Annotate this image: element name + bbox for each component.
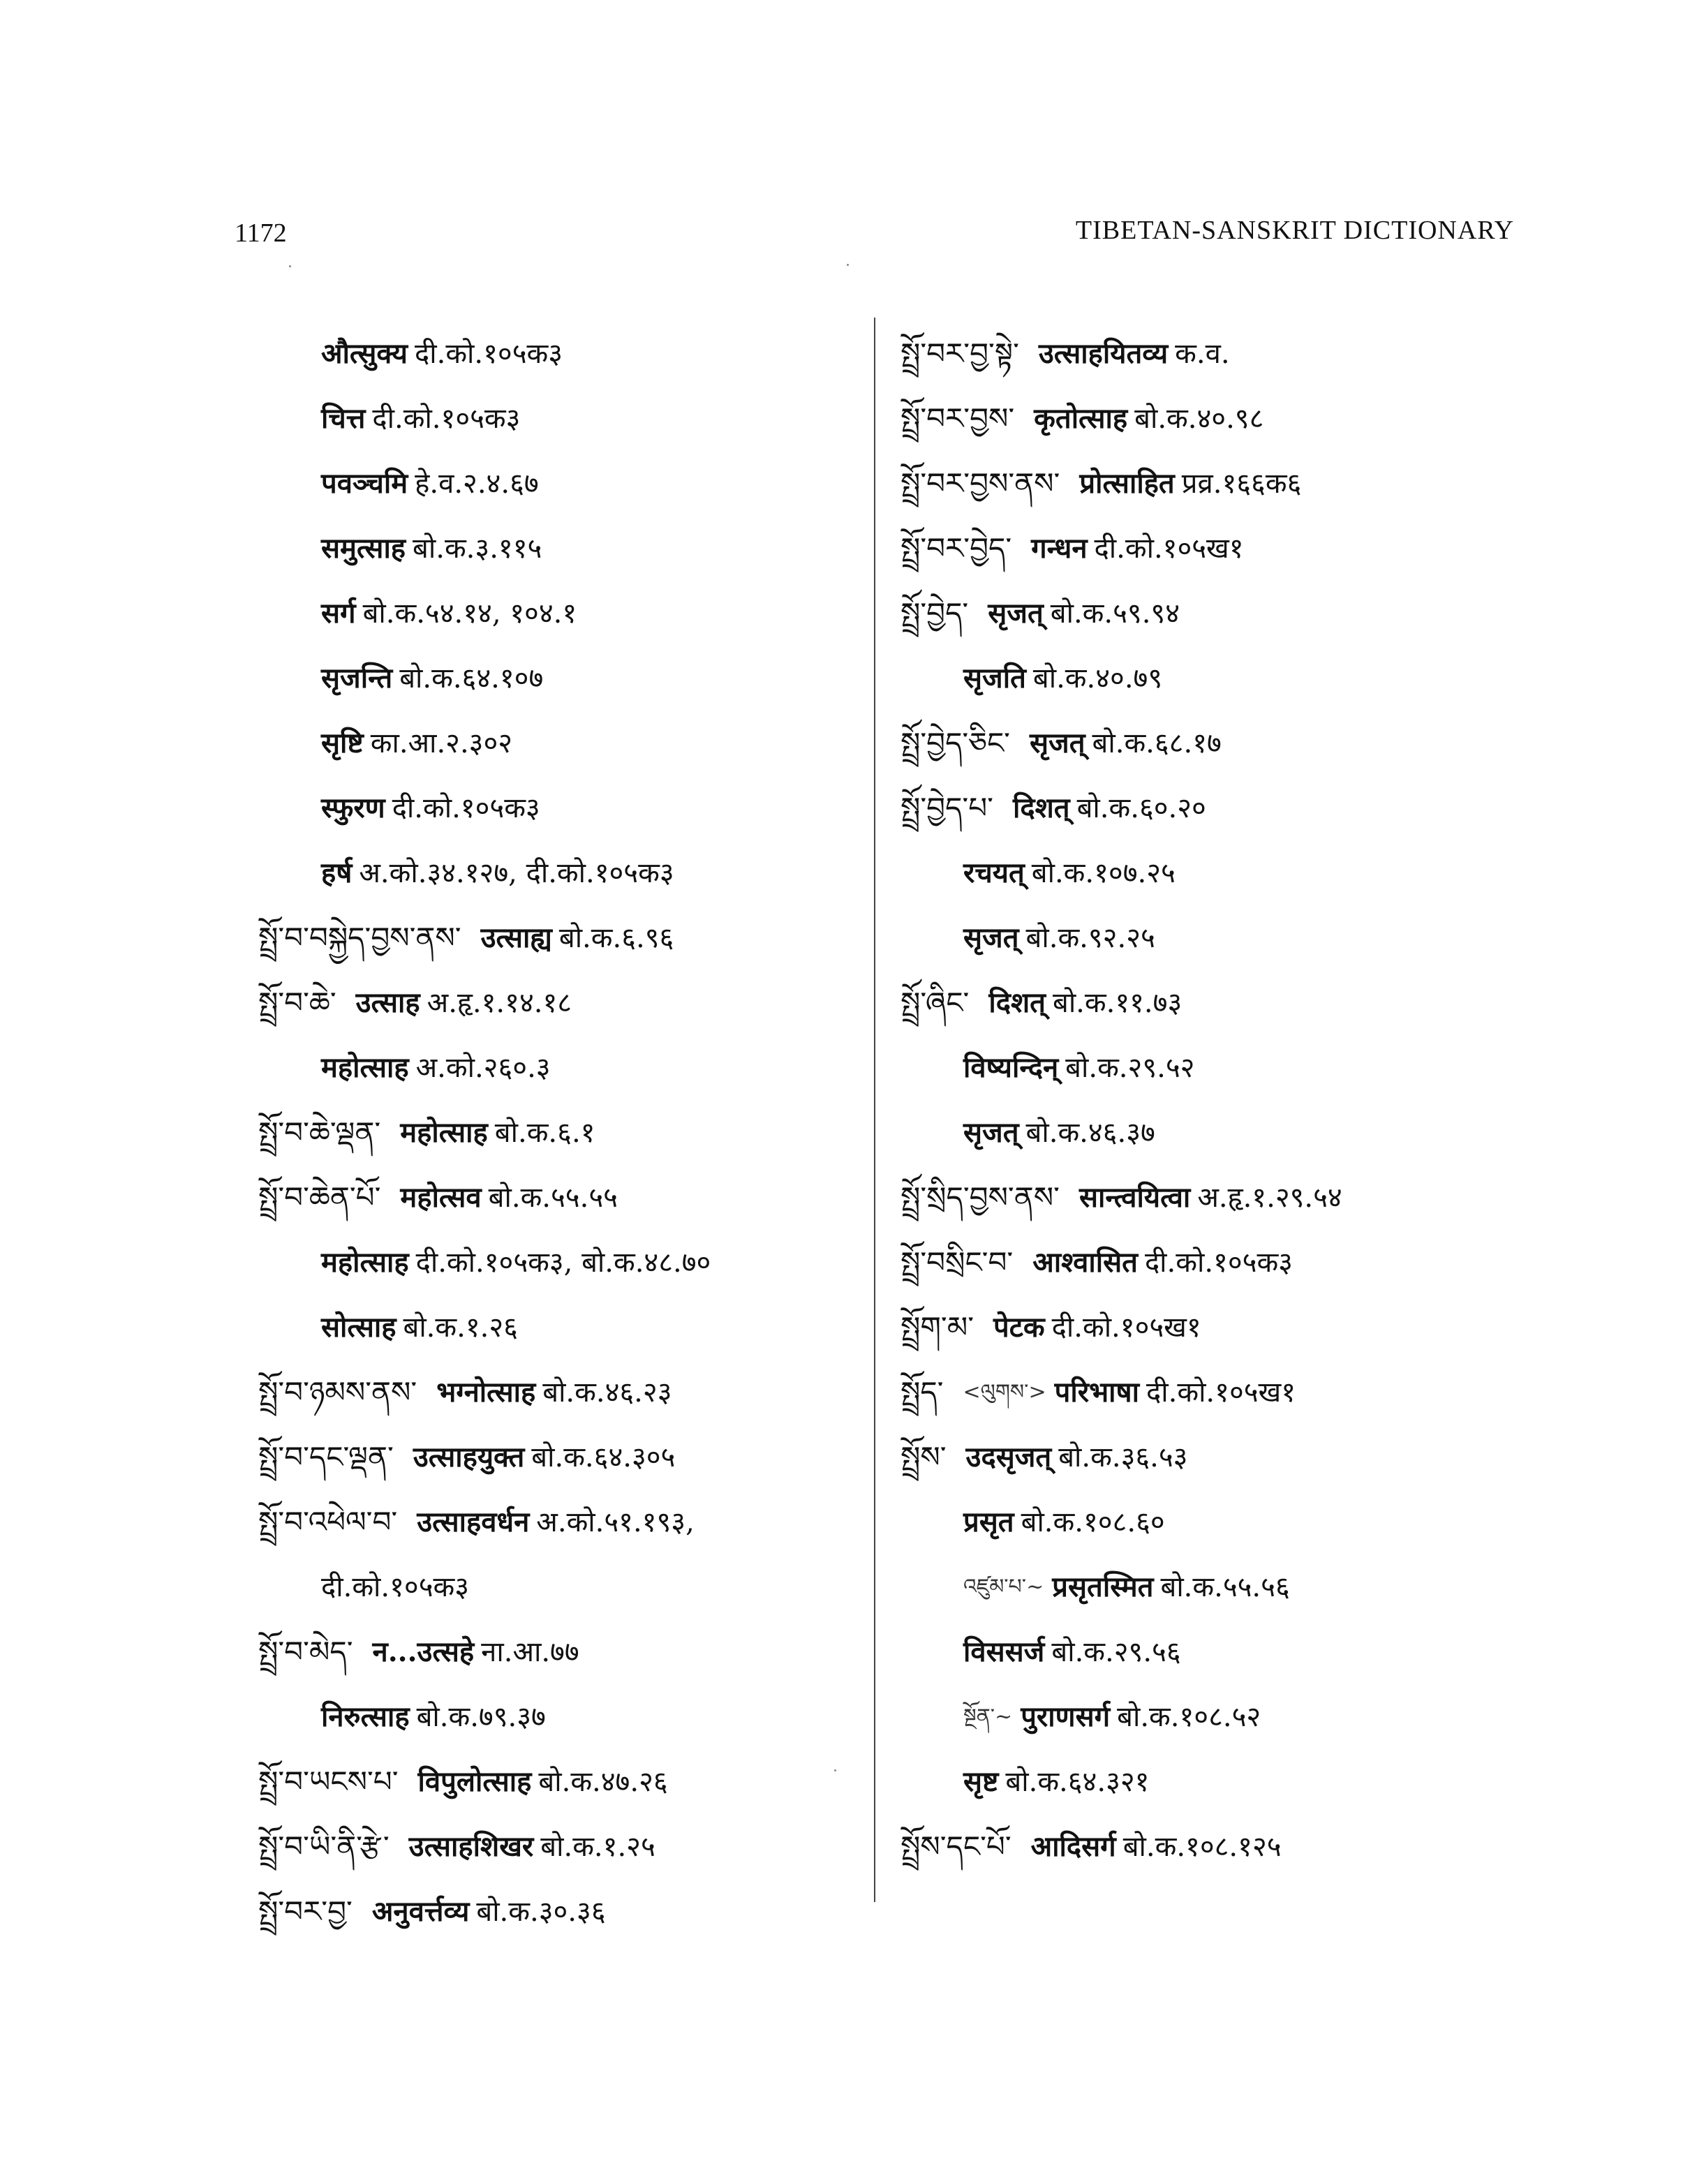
dictionary-entry — [900, 711, 1529, 775]
tibetan-headword: སྤྲོ་བར་བྱ་སྟེ་ — [900, 336, 1019, 371]
tibetan-headword: སྤྲོ་བར་བྱས་ — [900, 401, 1015, 436]
sanskrit-equivalent: रचयत् — [963, 856, 1025, 889]
tibetan-headword: སྤྲོ་བྱེད་ཅིང་ — [900, 725, 1010, 760]
entry-prefix: <ལུགས་> — [963, 1379, 1046, 1404]
dictionary-entry — [900, 1295, 1529, 1360]
source-reference: बो.क.४०.९८ — [1134, 402, 1264, 435]
sub-entry — [258, 775, 852, 840]
sanskrit-equivalent: सान्त्वयित्वा — [1079, 1180, 1191, 1214]
sub-entry — [258, 386, 852, 451]
sanskrit-equivalent: परिभाषा — [1054, 1375, 1140, 1409]
source-reference: दी.को.१०५क३, बो.क.४८.७० — [415, 1246, 711, 1279]
dictionary-entry — [900, 1360, 1529, 1425]
tibetan-headword: སྤྲོ་བྱེད་པ་ — [900, 790, 993, 825]
sanskrit-equivalent: उदसृजत् — [965, 1440, 1052, 1473]
dictionary-entry — [900, 386, 1529, 451]
dictionary-entry — [900, 1230, 1529, 1295]
source-reference: दी.को.१०५ख१ — [1051, 1311, 1201, 1344]
tibetan-headword: སྤྲོ་བ་ཆེན་པོ་ — [258, 1180, 381, 1214]
tibetan-headword: སྤྲོ་བར་བྱེད་ — [900, 530, 1012, 565]
dictionary-entry — [258, 1814, 852, 1879]
source-reference: दी.को.१०५क३ — [415, 337, 563, 370]
source-reference: बो.क.३०.३६ — [476, 1895, 606, 1928]
source-reference: बो.क.२९.५६ — [1051, 1635, 1181, 1668]
dictionary-entry — [258, 905, 852, 970]
entry-prefix: འཛུམ་པ་~ — [963, 1574, 1044, 1599]
sub-entry — [258, 646, 852, 711]
sanskrit-equivalent: आदिसर्ग — [1030, 1829, 1116, 1863]
source-reference: अ.हृ.१.२९.५४ — [1197, 1181, 1342, 1214]
scan-speck — [834, 1769, 836, 1771]
dictionary-entry — [258, 1749, 852, 1814]
source-reference: हे.व.२.४.६७ — [415, 467, 539, 500]
sanskrit-equivalent: कृतोत्साह — [1034, 401, 1128, 435]
sanskrit-equivalent: भग्नोत्साह — [436, 1375, 536, 1409]
tibetan-headword: སྤྲོ་བར་བྱ་ — [258, 1894, 353, 1929]
sanskrit-equivalent: विष्यन्दिन् — [963, 1050, 1059, 1084]
dictionary-entry — [258, 1100, 852, 1165]
source-reference: बो.क.१.२५ — [540, 1830, 655, 1863]
sub-entry — [900, 840, 1529, 905]
source-reference: बो.क.४६.२३ — [542, 1376, 672, 1409]
tibetan-headword: སྤྲོ་བྱེད་ — [900, 595, 969, 630]
source-reference: बो.क.१०७.२५ — [1031, 856, 1176, 889]
sanskrit-equivalent: सोत्साह — [321, 1310, 396, 1344]
source-reference: बो.क.५५.५६ — [1160, 1570, 1290, 1603]
sanskrit-equivalent: सृष्ट — [963, 1765, 999, 1798]
source-reference: बो.क.२९.५२ — [1065, 1051, 1195, 1084]
tibetan-headword: སྤྲོ་བསྲིང་བ་ — [900, 1245, 1014, 1279]
sub-entry — [900, 1749, 1529, 1814]
source-reference: बो.क.७९.३७ — [416, 1700, 546, 1733]
sanskrit-equivalent: प्रसृत — [963, 1505, 1014, 1538]
sub-entry — [258, 1554, 852, 1619]
dictionary-entry — [258, 1879, 852, 1944]
tibetan-headword: སྤྲོ་བར་བྱས་ནས་ — [900, 466, 1060, 500]
source-reference: प्रव्र.१६६क६ — [1181, 467, 1302, 500]
sub-entry — [900, 1100, 1529, 1165]
sanskrit-equivalent: उत्साहयितव्य — [1038, 336, 1169, 370]
source-reference: दी.को.१०५क३ — [1144, 1246, 1293, 1279]
source-reference: बो.क.६४.१०७ — [399, 662, 544, 694]
source-reference: बो.क.४७.२६ — [538, 1765, 668, 1798]
sanskrit-equivalent: महोत्साह — [321, 1050, 409, 1084]
sanskrit-equivalent: निरुत्साह — [321, 1700, 410, 1733]
sanskrit-equivalent: प्रोत्साहित — [1079, 466, 1175, 500]
tibetan-headword: སྤྲོ་བ་ཡི་ནི་རྩེ་ — [258, 1829, 390, 1864]
sanskrit-equivalent: औत्सुक्य — [321, 336, 408, 370]
sanskrit-equivalent: गन्धन — [1031, 531, 1088, 565]
sub-entry — [258, 1230, 852, 1295]
sanskrit-equivalent: महोत्साह — [321, 1245, 409, 1279]
sub-entry — [900, 1554, 1529, 1619]
tibetan-headword: སྤྲོ་བ་དང་ལྡན་ — [258, 1439, 394, 1474]
tibetan-headword: སྤྲོ་བ་ཆེ་ལྡན་ — [258, 1115, 381, 1150]
source-reference: दी.को.१०५ख१ — [1146, 1376, 1296, 1409]
source-reference: दी.को.१०५क३ — [392, 792, 540, 824]
source-reference: बो.क.६४.३२१ — [1005, 1765, 1150, 1798]
source-reference: बो.क.६४.३०५ — [531, 1441, 676, 1473]
source-reference: ना.आ.७७ — [481, 1635, 579, 1668]
sub-entry — [900, 905, 1529, 970]
sanskrit-equivalent: उत्साहवर्धन — [417, 1505, 530, 1538]
source-reference: अ.को.३४.१२७, दी.को.१०५क३ — [359, 856, 674, 889]
sanskrit-equivalent: अनुवर्त्तव्य — [371, 1894, 470, 1928]
source-reference: क.व. — [1175, 337, 1230, 370]
source-reference: बो.क.३.११५ — [413, 532, 542, 565]
sanskrit-equivalent: चित्त — [321, 401, 366, 435]
sub-entry — [900, 1490, 1529, 1554]
source-reference: बो.क.५९.९४ — [1050, 597, 1180, 630]
tibetan-headword: སྤྲོ་སྲིད་བྱས་ནས་ — [900, 1180, 1060, 1214]
sub-entry — [258, 581, 852, 646]
column-divider — [874, 318, 875, 1902]
dictionary-entry — [258, 1425, 852, 1490]
sanskrit-equivalent: न...उत्सहे — [372, 1635, 475, 1668]
source-reference: का.आ.२.३०२ — [370, 727, 513, 759]
tibetan-headword: སྤྲོ་བ་ཡངས་པ་ — [258, 1764, 399, 1799]
sanskrit-equivalent: सृजत् — [988, 596, 1044, 630]
sub-entry — [258, 451, 852, 516]
dictionary-entry — [900, 775, 1529, 840]
sanskrit-equivalent: पुराणसर्ग — [1021, 1700, 1111, 1733]
dictionary-entry — [900, 970, 1529, 1035]
sanskrit-equivalent: पेटक — [993, 1310, 1045, 1344]
entry-prefix: སྔོན་~ — [963, 1704, 1013, 1729]
source-reference: अ.को.२६०.३ — [415, 1051, 551, 1084]
sub-entry — [258, 711, 852, 775]
source-reference: बो.क.१०८.६० — [1021, 1506, 1165, 1538]
tibetan-headword: སྤྲོ་ཞིང་ — [900, 985, 970, 1020]
sub-entry — [900, 1035, 1529, 1100]
dictionary-entry — [258, 970, 852, 1035]
sub-entry — [900, 1619, 1529, 1684]
sanskrit-equivalent: उत्साहयुक्त — [413, 1440, 525, 1473]
dictionary-entry — [258, 1360, 852, 1425]
sub-entry — [258, 840, 852, 905]
source-reference: बो.क.५५.५५ — [488, 1181, 618, 1214]
tibetan-headword: སྤྲོས་ — [900, 1439, 947, 1474]
sub-entry — [258, 1295, 852, 1360]
left-column — [258, 321, 852, 1944]
sanskrit-equivalent: सृजत् — [963, 921, 1019, 954]
running-head-title: TIBETAN-SANSKRIT DICTIONARY — [1075, 216, 1514, 245]
tibetan-headword: སྤྲོད་ — [900, 1374, 944, 1409]
source-reference: दी.को.१०५ख१ — [1094, 532, 1244, 565]
sanskrit-equivalent: सृजत् — [963, 1115, 1019, 1149]
source-reference: बो.क.३६.५३ — [1058, 1441, 1188, 1473]
tibetan-headword: སྤྲོ་བ་མེད་ — [258, 1634, 353, 1669]
source-reference: बो.क.४०.७९ — [1032, 662, 1163, 694]
tibetan-headword: སྤྲོ་བ་བསྐྱེད་བྱས་ནས་ — [258, 920, 461, 955]
source-reference: बो.क.१०८.५२ — [1117, 1700, 1261, 1733]
source-reference: बो.क.६०.२० — [1076, 792, 1206, 824]
sanskrit-equivalent: सर्ग — [321, 596, 356, 630]
sanskrit-equivalent: विपुलोत्साह — [417, 1765, 532, 1798]
source-reference: अ.हृ.१.१४.१८ — [427, 986, 572, 1019]
source-reference: बो.क.१.२६ — [403, 1311, 518, 1344]
sanskrit-equivalent: सृजत् — [1030, 726, 1085, 759]
sanskrit-equivalent: प्रसृतस्मित — [1052, 1570, 1154, 1603]
sub-entry — [258, 1684, 852, 1749]
dictionary-entry — [258, 1490, 852, 1554]
source-reference: दी.को.१०५क३ — [372, 402, 521, 435]
sanskrit-equivalent: सृजन्ति — [321, 661, 393, 694]
sanskrit-equivalent: सृजति — [963, 661, 1026, 694]
dictionary-entry — [900, 581, 1529, 646]
sub-entry — [258, 516, 852, 581]
source-reference: बो.क.११.७३ — [1052, 986, 1183, 1019]
source-reference: बो.क.९२.२५ — [1025, 921, 1155, 954]
scan-speck — [289, 265, 291, 267]
dictionary-entry — [900, 451, 1529, 516]
dictionary-entry — [900, 1165, 1529, 1230]
dictionary-entry — [900, 516, 1529, 581]
source-reference: अ.को.५१.१९३, — [536, 1506, 695, 1538]
sub-entry — [900, 646, 1529, 711]
source-reference: बो.क.६८.१७ — [1092, 727, 1222, 759]
tibetan-headword: སྤྲོས་དང་པོ་ — [900, 1829, 1011, 1864]
sanskrit-equivalent: सृष्टि — [321, 726, 364, 759]
sanskrit-equivalent: महोत्सव — [400, 1180, 482, 1214]
sanskrit-equivalent: उत्साह्य — [480, 921, 552, 954]
dictionary-entry — [258, 1165, 852, 1230]
source-reference: बो.क.६.१ — [494, 1116, 595, 1149]
dictionary-entry — [900, 1425, 1529, 1490]
dictionary-entry — [258, 1619, 852, 1684]
scan-speck — [847, 264, 849, 266]
sanskrit-equivalent: विससर्ज — [963, 1635, 1045, 1668]
sanskrit-equivalent: उत्साह — [355, 986, 420, 1019]
tibetan-headword: སྤྲོ་བ་ཆེ་ — [258, 985, 336, 1020]
sanskrit-equivalent: महोत्साह — [400, 1115, 488, 1149]
sanskrit-equivalent: दिशत् — [1012, 791, 1070, 824]
source-reference: दी.को.१०५क३ — [321, 1570, 470, 1603]
right-column — [900, 321, 1529, 1879]
tibetan-headword: སྤྲོ་བ་ཉམས་ནས་ — [258, 1374, 417, 1409]
source-reference: बो.क.१०८.१२५ — [1122, 1830, 1282, 1863]
sanskrit-equivalent: स्फुरण — [321, 791, 385, 824]
dictionary-entry — [900, 1814, 1529, 1879]
sub-entry — [258, 1035, 852, 1100]
sub-entry — [258, 321, 852, 386]
sub-entry — [900, 1684, 1529, 1749]
sanskrit-equivalent: हर्ष — [321, 856, 353, 889]
source-reference: बो.क.६.९६ — [558, 921, 674, 954]
tibetan-headword: སྤྲོག་མ་ — [900, 1309, 974, 1344]
page-number: 1172 — [235, 218, 287, 248]
sanskrit-equivalent: दिशत् — [988, 986, 1046, 1019]
source-reference: बो.क.४६.३७ — [1025, 1116, 1155, 1149]
sanskrit-equivalent: समुत्साह — [321, 531, 406, 565]
tibetan-headword: སྤྲོ་བ་འཕེལ་བ་ — [258, 1504, 398, 1539]
sanskrit-equivalent: उत्साहशिखर — [408, 1829, 534, 1863]
sanskrit-equivalent: पवञ्चमि — [321, 466, 408, 500]
dictionary-entry — [900, 321, 1529, 386]
sanskrit-equivalent: आश्वासित — [1032, 1245, 1138, 1279]
source-reference: बो.क.५४.१४, १०४.१ — [362, 597, 577, 630]
